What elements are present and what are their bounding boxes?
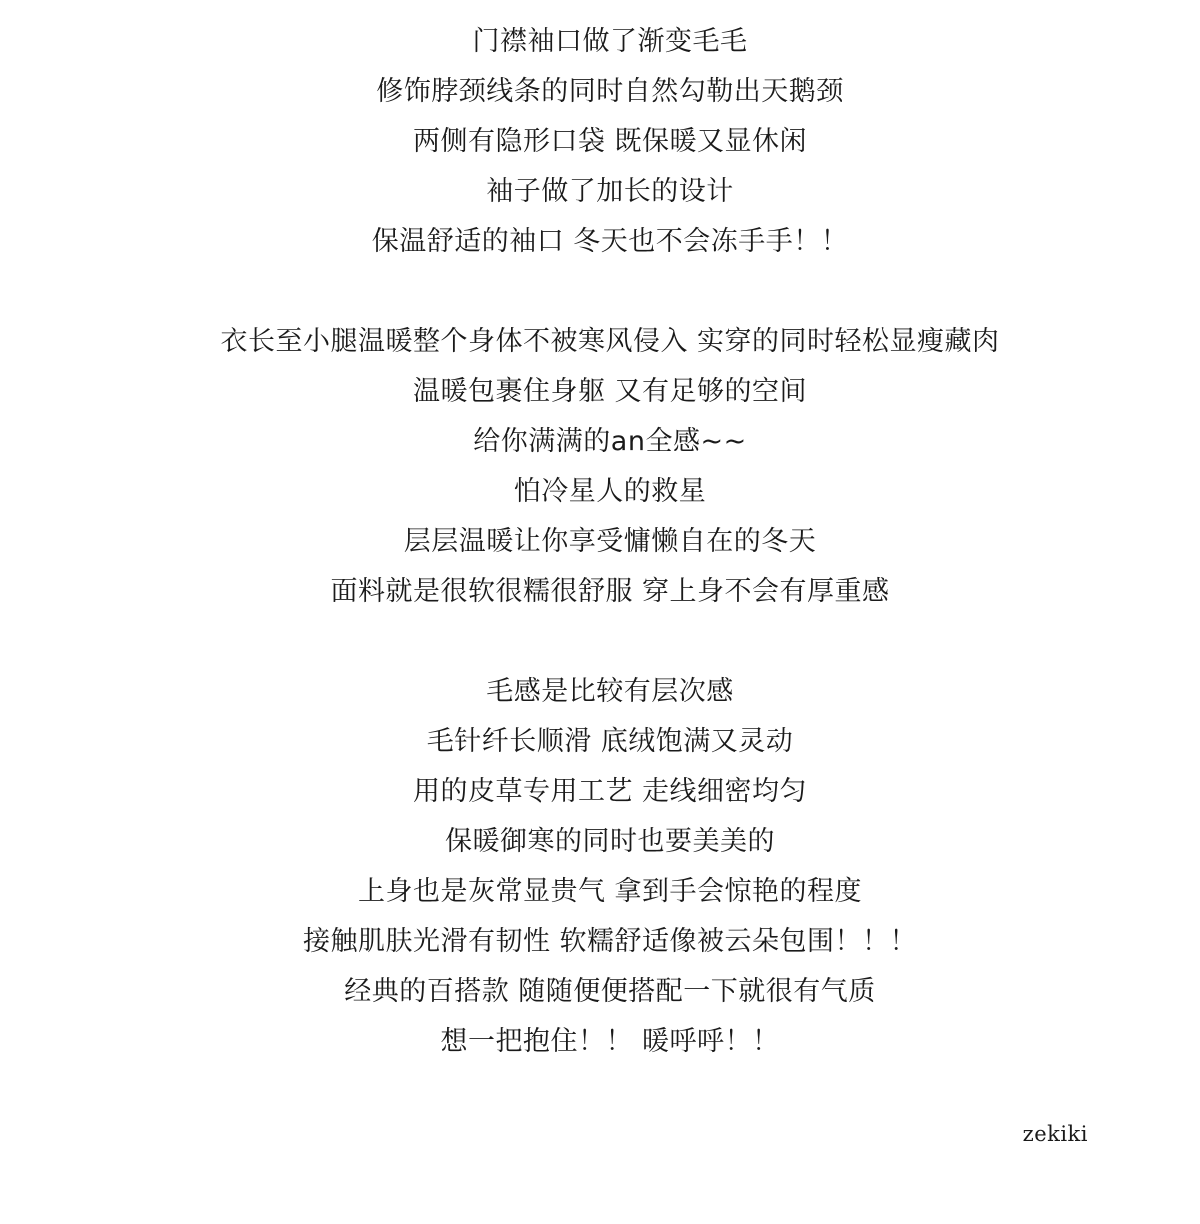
text-line: 保温舒适的袖口 冬天也不会冻手手！！ xyxy=(371,226,849,257)
text-line: 经典的百搭款 随随便便搭配一下就很有气质 xyxy=(344,976,876,1007)
text-line: 修饰脖颈线条的同时自然勾勒出天鹅颈 xyxy=(376,76,844,107)
text-line: 怕冷星人的救星 xyxy=(513,476,707,507)
text-line: 面料就是很软很糯很舒服 穿上身不会有厚重感 xyxy=(330,576,890,607)
text-line: 温暖包裹住身躯 又有足够的空间 xyxy=(412,376,808,407)
text-line: 衣长至小腿温暖整个身体不被寒风侵入 实穿的同时轻松显瘦藏肉 xyxy=(220,326,1000,357)
text-line: 毛针纤长顺滑 底绒饱满又灵动 xyxy=(426,726,794,757)
paragraph-length-warmth xyxy=(0,317,1200,617)
text-line: 给你满满的an全感~~ xyxy=(473,426,747,457)
paragraph-collar-cuffs xyxy=(0,17,1200,267)
description-text-block xyxy=(0,17,1200,1067)
text-line: 想一把抱住！！ 暖呼呼！！ xyxy=(440,1026,780,1057)
text-line: 袖子做了加长的设计 xyxy=(486,176,734,207)
brand-signature: zekiki xyxy=(1022,1122,1088,1146)
text-line: 保暖御寒的同时也要美美的 xyxy=(445,826,775,857)
text-line: 用的皮草专用工艺 走线细密均匀 xyxy=(412,776,808,807)
text-line: 门襟袖口做了渐变毛毛 xyxy=(472,26,748,57)
text-line: 层层温暖让你享受慵懒自在的冬天 xyxy=(403,526,817,557)
paragraph-fur-quality xyxy=(0,667,1200,1067)
text-line: 上身也是灰常显贵气 拿到手会惊艳的程度 xyxy=(357,876,863,907)
text-line: 接触肌肤光滑有韧性 软糯舒适像被云朵包围！！！ xyxy=(302,926,918,957)
text-line: 毛感是比较有层次感 xyxy=(486,676,734,707)
text-line: 两侧有隐形口袋 既保暖又显休闲 xyxy=(412,126,808,157)
